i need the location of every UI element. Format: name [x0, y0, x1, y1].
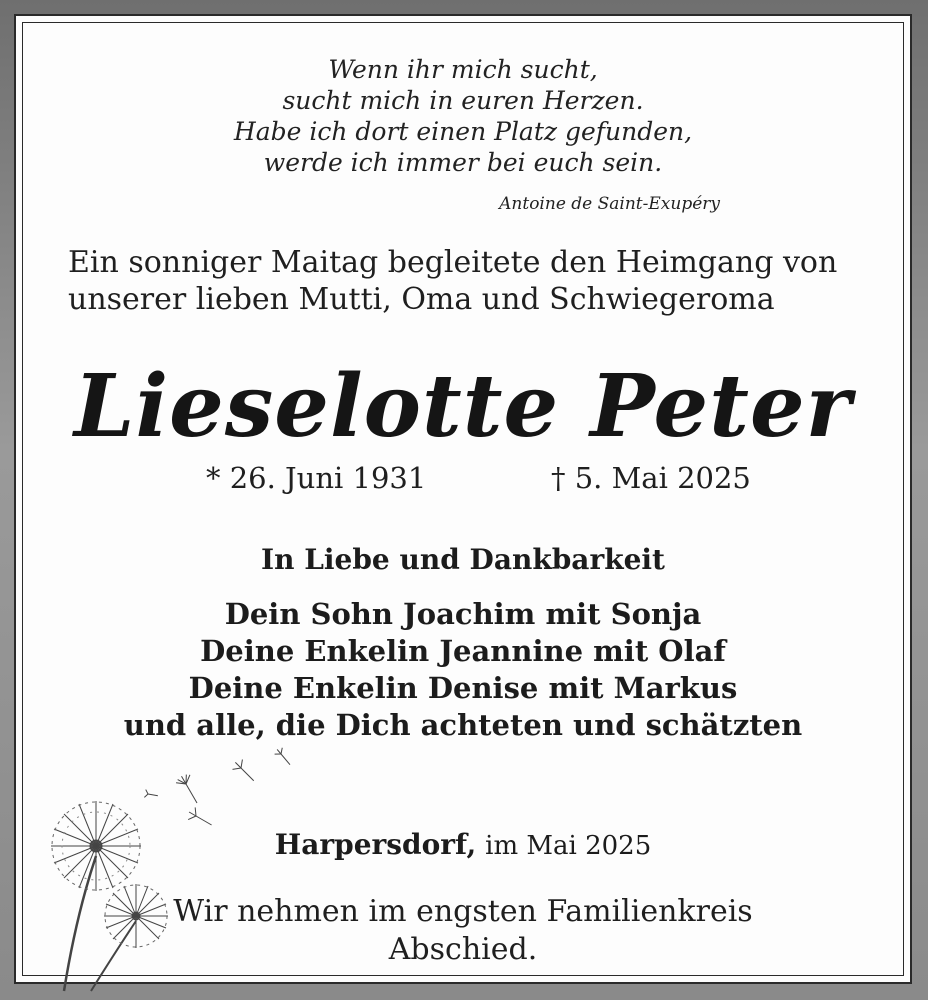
intro-line: Ein sonniger Maitag begleitete den Heimgang von — [68, 245, 838, 280]
mourner-line: Dein Sohn Joachim mit Sonja — [224, 597, 702, 631]
mourner-line: Deine Enkelin Jeannine mit Olaf — [200, 634, 726, 668]
poem-line: sucht mich in euren Herzen. — [282, 86, 644, 115]
birth-date: * 26. Juni 1931 — [206, 461, 427, 495]
deceased-name: Lieselotte Peter — [74, 356, 852, 457]
place-name: Harpersdorf, — [274, 828, 477, 861]
poem-line: Habe ich dort einen Platz gefunden, — [233, 117, 693, 146]
obituary-card — [14, 14, 912, 984]
closing-line: Abschied. — [388, 932, 538, 967]
intro-line: unserer lieben Mutti, Oma und Schwiegeroma — [68, 282, 775, 317]
notice-date: im Mai 2025 — [485, 831, 652, 861]
mourners-list — [16, 596, 910, 744]
place-date-line — [16, 828, 910, 861]
death-date: † 5. Mai 2025 — [551, 461, 751, 495]
poem-line: werde ich immer bei euch sein. — [263, 148, 663, 177]
mourner-line: und alle, die Dich achteten und schätzten — [123, 708, 803, 742]
intro-text — [68, 244, 888, 318]
closing-text — [16, 893, 910, 969]
closing-line: Wir nehmen im engsten Familienkreis — [173, 894, 753, 929]
poem-author: Antoine de Saint-Exupéry — [499, 194, 720, 214]
poem-line: Wenn ihr mich sucht, — [328, 55, 598, 84]
mourners-heading: In Liebe und Dankbarkeit — [261, 543, 665, 576]
poem — [16, 54, 910, 178]
mourner-line: Deine Enkelin Denise mit Markus — [188, 671, 738, 705]
